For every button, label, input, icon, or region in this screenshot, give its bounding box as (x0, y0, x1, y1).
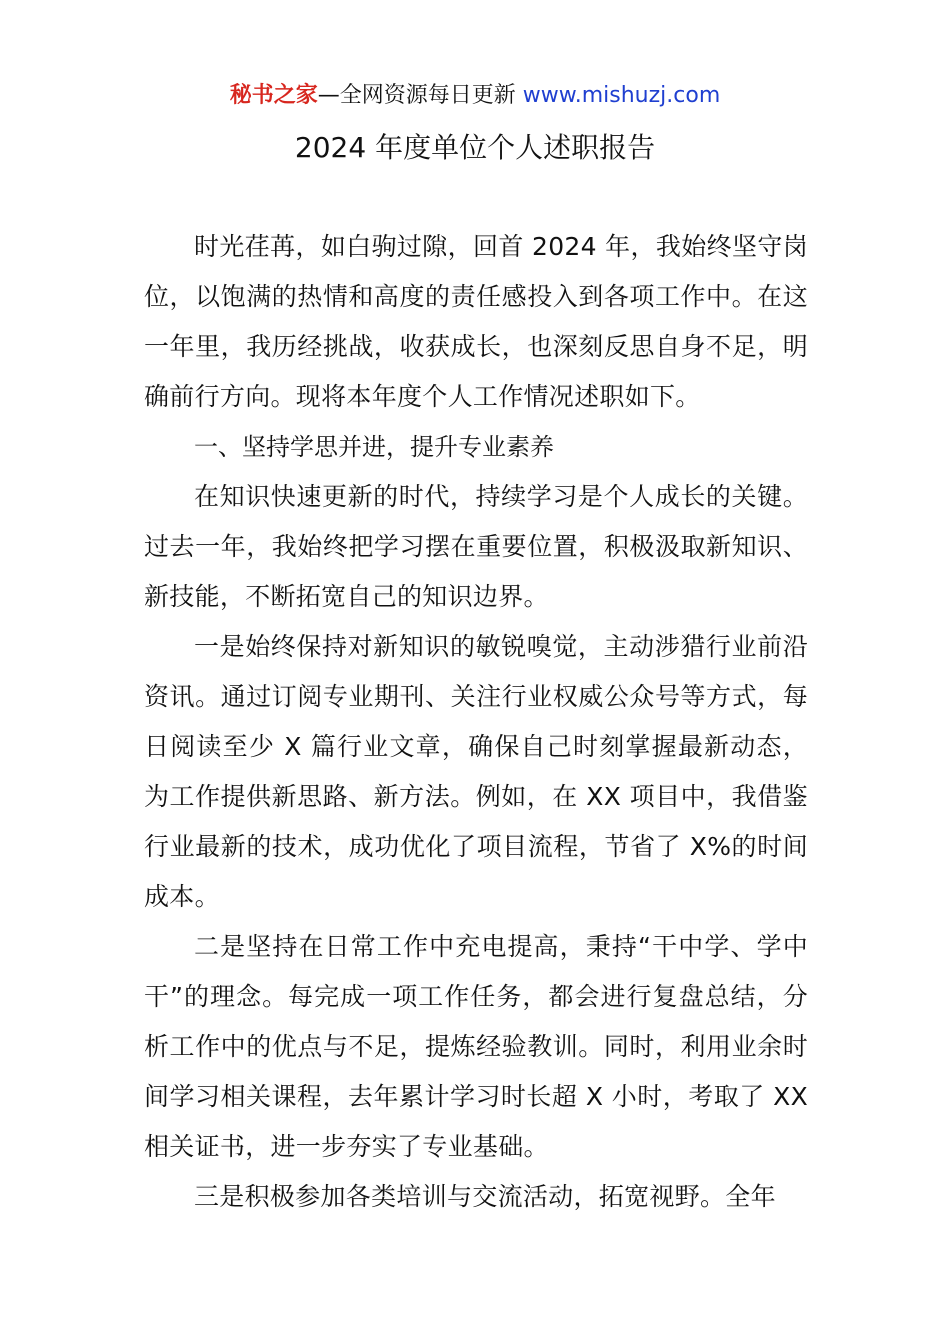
point-3-paragraph: 三是积极参加各类培训与交流活动，拓宽视野。全年 (194, 1182, 776, 1211)
intro-paragraph: 时光荏苒，如白驹过隙，回首 2024 年，我始终坚守岗位，以饱满的热情和高度的责任感投入到各项工作中。在这一年里，我历经挑战，收获成长，也深刻反思自身不足，明确前行方向。现将本年度个人工作情况述职如下。 (144, 232, 808, 411)
point-1-paragraph: 一是始终保持对新知识的敏锐嗅觉，主动涉猎行业前沿资讯。通过订阅专业期刊、关注行业权威公众号等方式，每日阅读至少 X 篇行业文章，确保自己时刻掌握最新动态，为工作提供新思路、新方法。例如，在 XX 项目中，我借鉴行业最新的技术，成功优化了项目流程，节省了 X%的时间成本。 (144, 632, 808, 911)
site-header (0, 80, 950, 112)
site-url-link[interactable]: www.mishuzj.com (522, 83, 721, 108)
section-1-paragraph: 在知识快速更新的时代，持续学习是个人成长的关键。过去一年，我始终把学习摆在重要位置，积极汲取新知识、新技能，不断拓宽自己的知识边界。 (144, 482, 808, 611)
document-title: 2024 年度单位个人述职报告 (294, 131, 656, 164)
site-tagline: —全网资源每日更新 (317, 83, 523, 108)
point-2-paragraph: 二是坚持在日常工作中充电提高，秉持“干中学、学中干”的理念。每完成一项工作任务，都会进行复盘总结，分析工作中的优点与不足，提炼经验教训。同时，利用业余时间学习相关课程，去年累计学习时长超 X 小时，考取了 XX 相关证书，进一步夯实了专业基础。 (144, 932, 808, 1161)
brand-name: 秘书之家 (229, 83, 318, 108)
document-body (144, 222, 808, 1222)
section-heading-1: 一、坚持学思并进，提升专业素养 (194, 433, 554, 461)
